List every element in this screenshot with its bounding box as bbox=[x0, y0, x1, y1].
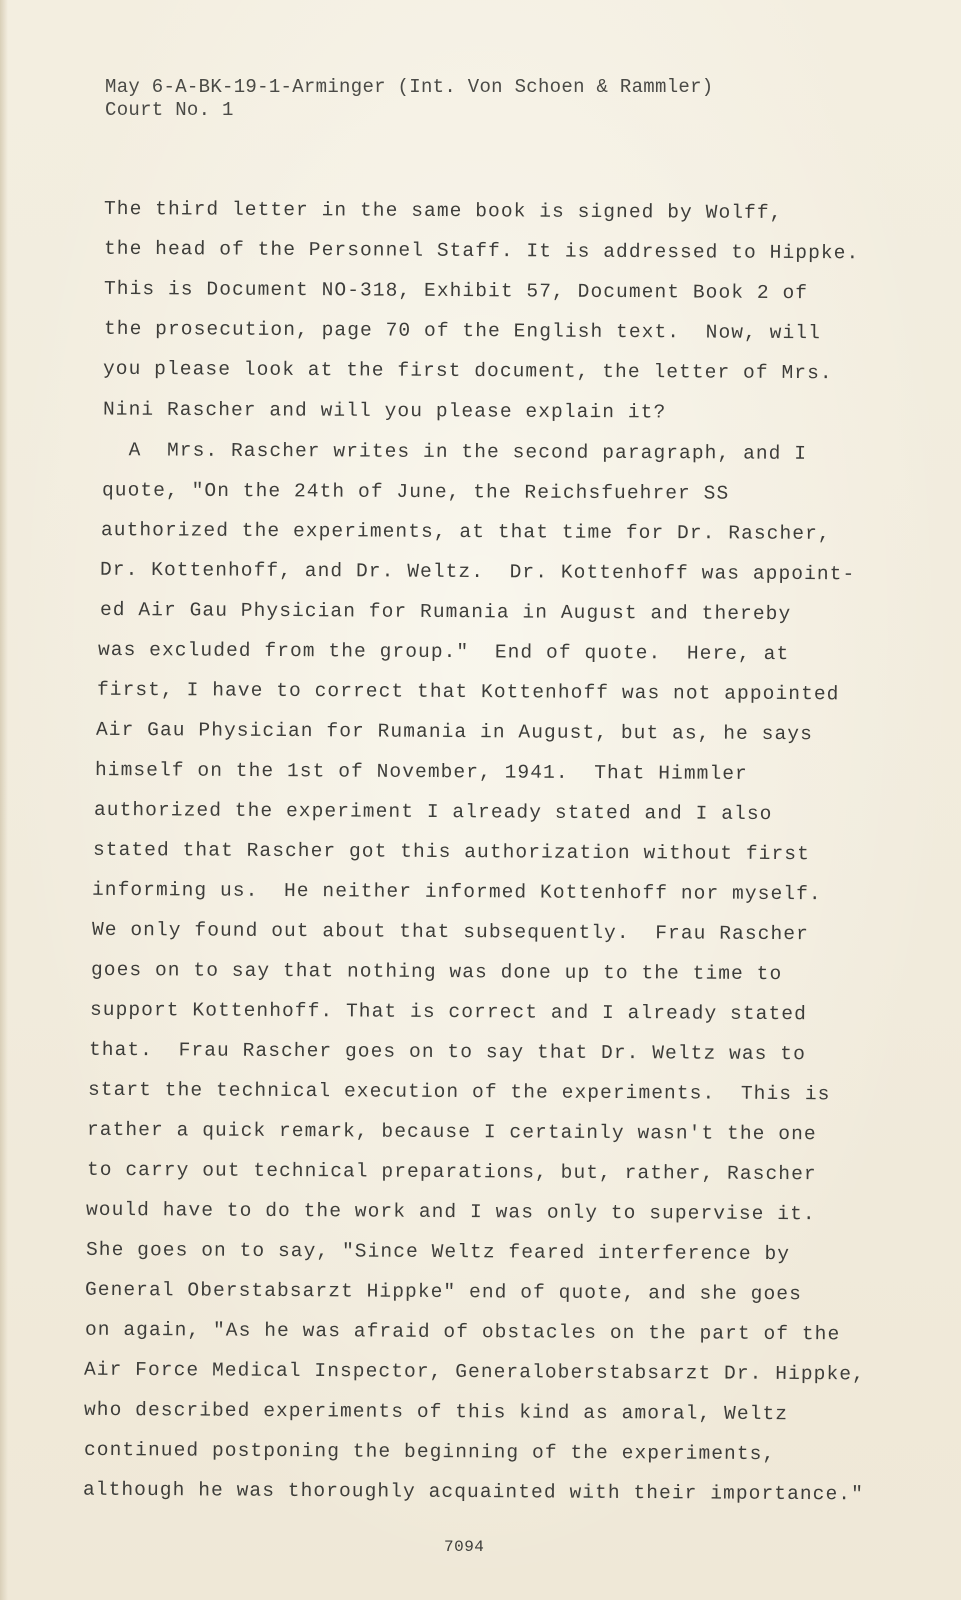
text-line: start the technical execution of the experiments. This is bbox=[87, 1078, 831, 1106]
text-line: the prosecution, page 70 of the English text. Now, will bbox=[103, 317, 821, 345]
text-line: ed Air Gau Physician for Rumania in August and thereby bbox=[99, 598, 792, 626]
text-line: continued postponing the beginning of the experiments, bbox=[83, 1438, 776, 1466]
text-line: We only found out about that subsequently. Frau Rascher bbox=[91, 918, 809, 946]
header-court-line: Court No. 1 bbox=[105, 99, 234, 121]
text-line: himself on the 1st of November, 1941. That Himmler bbox=[94, 759, 748, 785]
text-line: would have to do the work and I was only to supervise it. bbox=[85, 1198, 816, 1226]
text-line: The third letter in the same book is signed by Wolff, bbox=[103, 197, 783, 225]
text-line: rather a quick remark, because I certainly wasn't the one bbox=[86, 1118, 817, 1146]
text-line: Dr. Kottenhoff, and Dr. Weltz. Dr. Kottenhoff was appoint- bbox=[99, 558, 856, 586]
text-line: who described experiments of this kind as amoral, Weltz bbox=[83, 1398, 789, 1426]
text-line: This is Document NO-318, Exhibit 57, Document Book 2 of bbox=[103, 277, 809, 305]
text-line: A Mrs. Rascher writes in the second paragraph, and I bbox=[102, 439, 808, 465]
text-line: General Oberstabsarzt Hippke" end of quote, and she goes bbox=[84, 1278, 802, 1306]
text-line: goes on to say that nothing was done up to the time to bbox=[90, 958, 783, 986]
text-line: authorized the experiment I already stated and I also bbox=[93, 798, 773, 826]
text-line: the head of the Personnel Staff. It is addressed to Hippke. bbox=[103, 237, 860, 265]
text-line: Air Force Medical Inspector, Generaloberstabsarzt Dr. Hippke, bbox=[83, 1358, 865, 1386]
text-line: informing us. He neither informed Kottenhoff nor myself. bbox=[91, 878, 822, 906]
text-line: first, I have to correct that Kottenhoff was not appointed bbox=[96, 678, 840, 706]
page-number: 7094 bbox=[444, 1538, 485, 1556]
text-line: support Kottenhoff. That is correct and I already stated bbox=[89, 998, 807, 1026]
text-line: that. Frau Rascher goes on to say that Dr. Weltz was to bbox=[88, 1038, 806, 1066]
text-line: to carry out technical preparations, but, rather, Rascher bbox=[86, 1158, 817, 1186]
header-reference-line: May 6-A-BK-19-1-Arminger (Int. Von Schoen & Rammler) bbox=[105, 76, 714, 98]
text-line: was excluded from the group." End of quote. Here, at bbox=[97, 638, 790, 666]
text-line: on again, "As he was afraid of obstacles on the part of the bbox=[84, 1318, 841, 1346]
text-line: authorized the experiments, at that time for Dr. Rascher, bbox=[100, 519, 831, 545]
text-line: Nini Rascher and will you please explain it? bbox=[102, 398, 667, 424]
text-line: stated that Rascher got this authorization without first bbox=[92, 838, 810, 866]
text-line: Air Gau Physician for Rumania in August, but as, he says bbox=[95, 718, 813, 746]
text-line: quote, "On the 24th of June, the Reichsfuehrer SS bbox=[101, 479, 730, 505]
text-line: She goes on to say, "Since Weltz feared interference by bbox=[85, 1238, 791, 1266]
text-line: although he was thoroughly acquainted with their importance." bbox=[82, 1478, 864, 1506]
text-line: you please look at the first document, the letter of Mrs. bbox=[102, 357, 833, 385]
